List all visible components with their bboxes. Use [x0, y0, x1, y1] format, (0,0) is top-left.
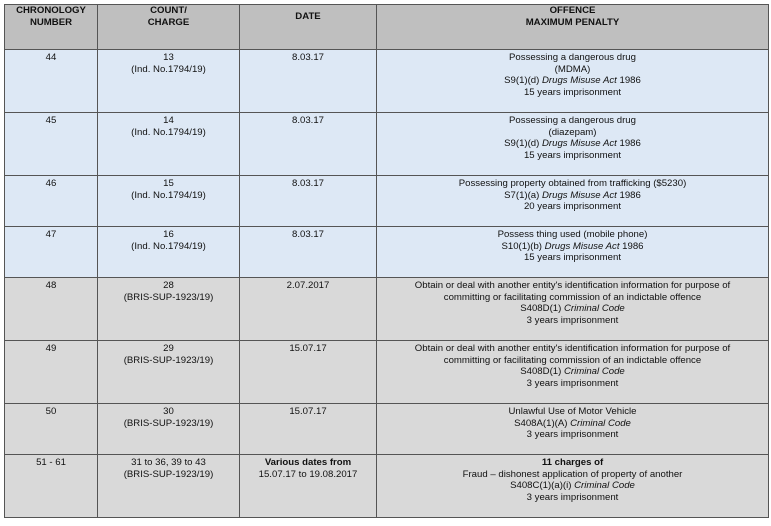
date-cell: 8.03.17: [240, 113, 377, 176]
chronology-cell: 50: [5, 404, 98, 455]
offence-cell: 11 charges of Fraud – dishonest application of property of another S408C(1)(a)(i) Criminal Code 3 years imprisonment: [377, 455, 769, 518]
header-date: DATE: [240, 5, 377, 50]
date-cell: 8.03.17: [240, 50, 377, 113]
chronology-cell: 48: [5, 278, 98, 341]
count-cell: 15 (Ind. No.1794/19): [98, 176, 240, 227]
offence-cell: Possessing property obtained from trafficking ($5230) S7(1)(a) Drugs Misuse Act 1986 20 years imprisonment: [377, 176, 769, 227]
count-cell: 31 to 36, 39 to 43 (BRIS-SUP-1923/19): [98, 455, 240, 518]
chronology-cell: 45: [5, 113, 98, 176]
chronology-cell: 47: [5, 227, 98, 278]
chronology-cell: 49: [5, 341, 98, 404]
table-row: [5, 341, 769, 404]
chronology-cell: 46: [5, 176, 98, 227]
offence-cell: Possessing a dangerous drug (diazepam) S9(1)(d) Drugs Misuse Act 1986 15 years imprisonment: [377, 113, 769, 176]
count-cell: 28 (BRIS-SUP-1923/19): [98, 278, 240, 341]
table-row: [5, 227, 769, 278]
date-cell: 8.03.17: [240, 176, 377, 227]
count-cell: 14 (Ind. No.1794/19): [98, 113, 240, 176]
offence-cell: Unlawful Use of Motor Vehicle S408A(1)(A) Criminal Code 3 years imprisonment: [377, 404, 769, 455]
offence-cell: Possessing a dangerous drug (MDMA) S9(1)(d) Drugs Misuse Act 1986 15 years imprisonment: [377, 50, 769, 113]
table-row: [5, 176, 769, 227]
chronology-cell: 51 - 61: [5, 455, 98, 518]
count-cell: 16 (Ind. No.1794/19): [98, 227, 240, 278]
date-cell: 2.07.2017: [240, 278, 377, 341]
offence-cell: Possess thing used (mobile phone) S10(1)(b) Drugs Misuse Act 1986 15 years imprisonment: [377, 227, 769, 278]
count-cell: 30 (BRIS-SUP-1923/19): [98, 404, 240, 455]
count-cell: 13 (Ind. No.1794/19): [98, 50, 240, 113]
header-row: [5, 5, 769, 50]
date-cell: 15.07.17: [240, 404, 377, 455]
chronology-cell: 44: [5, 50, 98, 113]
charges-table: [4, 4, 769, 518]
table-row: [5, 278, 769, 341]
header-count: COUNT/ CHARGE: [98, 5, 240, 50]
date-cell: Various dates from 15.07.17 to 19.08.2017: [240, 455, 377, 518]
date-cell: 15.07.17: [240, 341, 377, 404]
table-row: [5, 404, 769, 455]
header-offence: OFFENCE MAXIMUM PENALTY: [377, 5, 769, 50]
table-row: [5, 50, 769, 113]
count-cell: 29 (BRIS-SUP-1923/19): [98, 341, 240, 404]
offence-cell: Obtain or deal with another entity's identification information for purpose of committing or facilitating commission of an indictable offence S408D(1) Criminal Code 3 years imprisonment: [377, 278, 769, 341]
offence-cell: Obtain or deal with another entity's identification information for purpose of committing or facilitating commission of an indictable offence S408D(1) Criminal Code 3 years imprisonment: [377, 341, 769, 404]
table-row: [5, 455, 769, 518]
table-row: [5, 113, 769, 176]
date-cell: 8.03.17: [240, 227, 377, 278]
header-chronology: CHRONOLOGY NUMBER: [5, 5, 98, 50]
